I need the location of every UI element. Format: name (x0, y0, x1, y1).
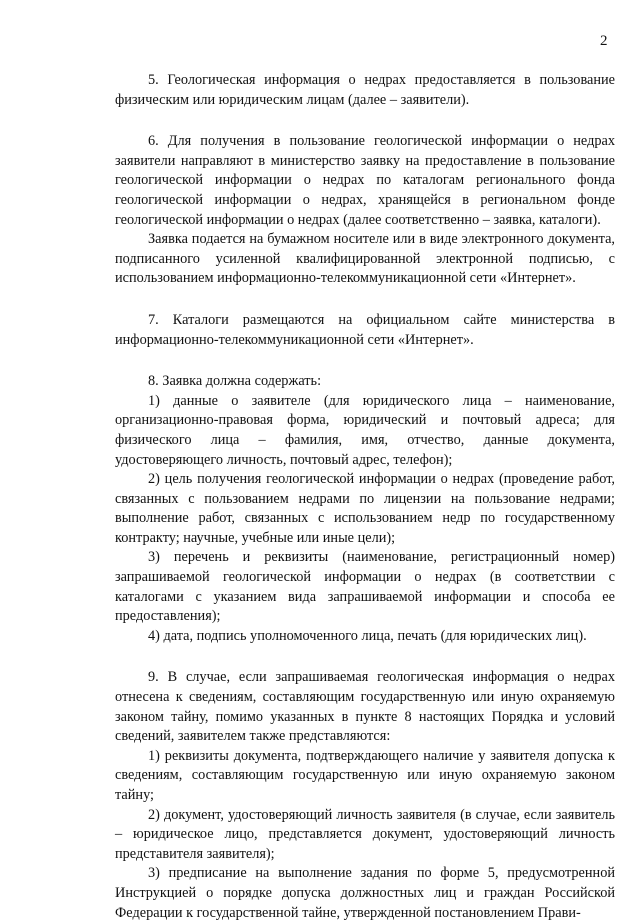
paragraph-8: 8. Заявка должна содержать: (148, 373, 322, 390)
paragraph-9: 9. В случае, если запрашиваемая геологическая информация о недрах отнесена к сведениям, составляющим государственную или иную охраняемую законом тайну, помимо указанных в пункте 8 настоящих Порядка и условий сведений, заявителем также представляются: (115, 669, 615, 745)
paragraph-5: 5. Геологическая информация о недрах предоставляется в пользование физическим или юридическим лицам (далее – заявители). (115, 72, 615, 108)
page-number: 2 (600, 33, 608, 49)
paragraph-7: 7. Каталоги размещаются на официальном сайте министерства в информационно-телекоммуникационной сети «Интернет». (115, 311, 615, 348)
paragraph-8-item-2: 2) цель получения геологической информации о недрах (проведение работ, связанных с пользованием недрами по лицензии на пользование недрами; выполнение работ, связанных с использованием недр по государственному контракту; научные, учебные или иные цели); (115, 471, 615, 546)
paragraph-8-item-1: 1) данные о заявителе (для юридического лица – наименование, организационно-правовая форма, юридический и почтовый адреса; для физического лица – фамилия, имя, отчество, данные документа, удостоверяющего личность, почтовый адрес, телефон); (115, 392, 615, 468)
paragraph-8-item-3: 3) перечень и реквизиты (наименование, регистрационный номер) запрашиваемой геологической информации о недрах (в соответствии с каталогами с указанием вида запрашиваемой информации и способа ее предоставления); (115, 549, 615, 625)
paragraph-6: 6. Для получения в пользование геологической информации о недрах заявители направляют в министерство заявку на предоставление в пользование геологической информации о недрах по каталогам регионального фонда геологической информации о недрах, хранящейся в региональном фонде геологической информации о недрах (далее соответственно – заявка, каталоги). (115, 133, 615, 228)
paragraph-6-application-form: Заявка подается на бумажном носителе или в виде электронного документа, подписанного усиленной квалифицированной электронной подписью, с использованием информационно-телекоммуникационной сети «Интернет». (115, 231, 615, 287)
paragraph-8-item-4: 4) дата, подпись уполномоченного лица, печать (для юридических лиц). (148, 627, 587, 644)
paragraph-9-item-2: 2) документ, удостоверяющий личность заявителя (в случае, если заявитель – юридическое лицо, представляется документ, удостоверяющий личность представителя заявителя); (115, 806, 615, 862)
document-body (115, 71, 615, 923)
paragraph-9-item-1: 1) реквизиты документа, подтверждающего наличие у заявителя допуска к сведениям, составляющим государственную или иную охраняемую законом тайну; (115, 747, 615, 803)
paragraph-9-item-3: 3) предписание на выполнение задания по форме 5, предусмотренной Инструкцией о порядке допуска должностных лиц и граждан Российской Федерации к государственной тайне, утвержденной постановлением Прави- (115, 865, 615, 921)
